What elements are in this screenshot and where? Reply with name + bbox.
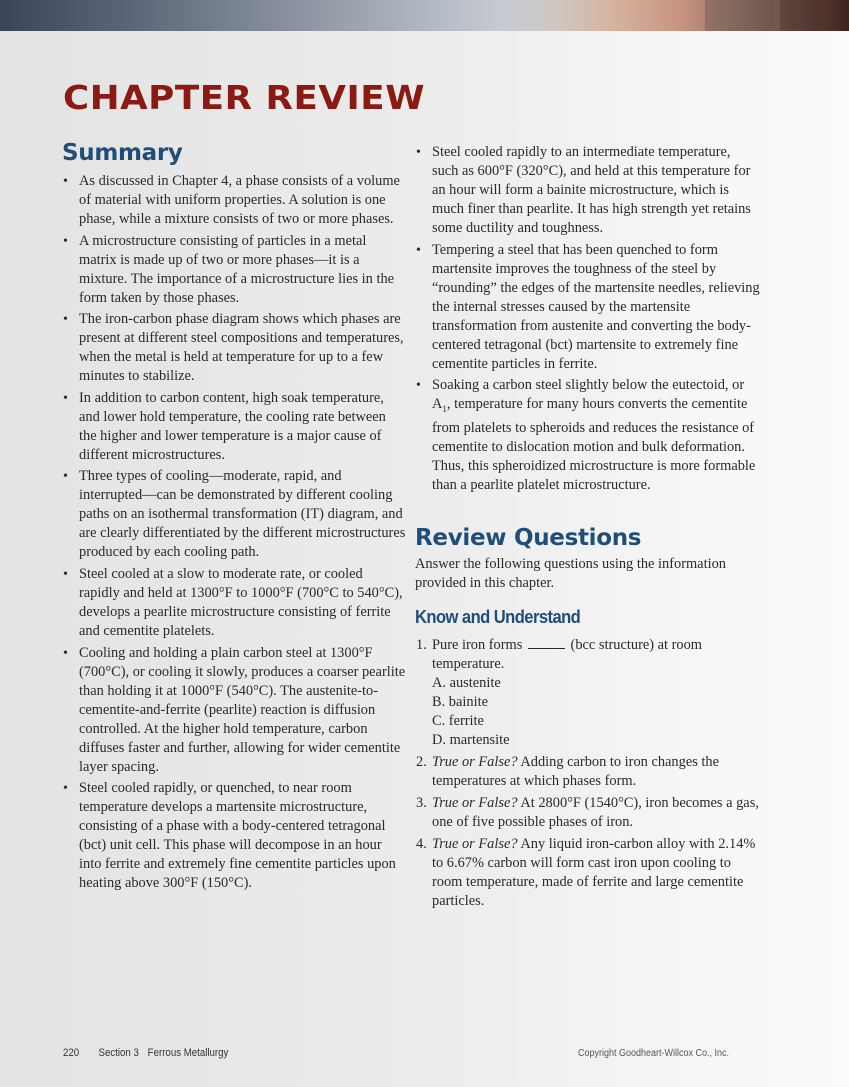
- question-text: (bcc structure) at room temperature.: [432, 637, 703, 673]
- answer-options: [432, 674, 760, 750]
- summary-bullet: • Steel cooled at a slow to moderate rate, or cooled rapidly and held at 1300°F to 1000°F (700°C to 540°C), develops a pearlite microstructure consisting of ferrite and cementite platelets.: [62, 565, 407, 641]
- review-questions-heading: Review Questions: [415, 525, 642, 552]
- answer-option: D. martensite: [432, 732, 510, 749]
- summary-bullet: • Steel cooled rapidly to an intermediate temperature, such as 600°F (320°C), and held at this temperature for an hour will form a bainite microstructure, which is much finer than pearlite. It has high strength yet retains some ductility and toughness.: [415, 143, 760, 238]
- copyright-notice: Copyright Goodheart-Willcox Co., Inc.: [578, 1048, 730, 1059]
- question-number: 3.: [416, 795, 427, 812]
- summary-heading: Summary: [62, 140, 183, 166]
- summary-bullet: • The iron-carbon phase diagram shows which phases are present at different steel compositions and temperatures, when the metal is held at temperature for up to a few minutes to stabilize.: [62, 310, 407, 386]
- question-text: At 2800°F (1540°C), iron becomes a gas, one of five possible phases of iron.: [432, 795, 759, 831]
- banner-shade: [780, 0, 820, 31]
- section-label: Section 3: [98, 1047, 139, 1059]
- question-number: 1.: [416, 637, 427, 654]
- true-false-label: True or False?: [432, 754, 518, 771]
- summary-bullet: • In addition to carbon content, high soak temperature, and lower hold temperature, the cooling rate between the higher and lower temperature is a major cause of different microstructures.: [62, 389, 407, 465]
- answer-blank: [528, 637, 565, 649]
- answer-option: C. ferrite: [432, 713, 484, 730]
- review-intro: Answer the following questions using the information provided in this chapter.: [415, 556, 726, 592]
- question-item: [415, 794, 760, 832]
- subscript: 1: [442, 404, 447, 415]
- header-banner-image: [0, 0, 849, 31]
- question-item: [415, 753, 760, 791]
- question-item: [415, 636, 760, 750]
- chapter-title: CHAPTER REVIEW: [63, 78, 426, 117]
- answer-option: A. austenite: [432, 675, 501, 692]
- question-text: Any liquid iron-carbon alloy with 2.14% to 6.67% carbon will form cast iron upon cooling to room temperature, made of ferrite and large cementite particles.: [432, 836, 756, 910]
- summary-bullet: • A microstructure consisting of particles in a metal matrix is made up of two or more phases—it is a mixture. The importance of a microstructure lies in the form taken by those phases.: [62, 232, 407, 308]
- question-text: Adding carbon to iron changes the temperatures at which phases form.: [432, 754, 719, 790]
- summary-list-right: [415, 143, 760, 495]
- answer-option: B. bainite: [432, 694, 488, 711]
- summary-bullet: • Tempering a steel that has been quenched to form martensite improves the toughness of the steel by “rounding” the edges of the martensite needles, relieving the internal stresses caused by the martensite transformation from austenite and converting the body-centered tetragonal (bct) martensite to extremely fine cementite particles in ferrite.: [415, 241, 760, 374]
- section-title: Ferrous Metallurgy: [147, 1047, 229, 1059]
- question-item: [415, 835, 760, 911]
- summary-list-left: [62, 172, 407, 893]
- true-false-label: True or False?: [432, 795, 518, 812]
- question-number: 2.: [416, 754, 427, 771]
- summary-bullet: [415, 376, 760, 495]
- page-footer: [63, 1047, 248, 1059]
- question-number: 4.: [416, 836, 427, 853]
- know-and-understand-heading: Know and Understand: [415, 607, 581, 628]
- summary-column-left: [62, 140, 407, 896]
- banner-shade: [705, 0, 775, 31]
- summary-bullet: • Three types of cooling—moderate, rapid, and interrupted—can be demonstrated by different cooling paths on an isothermal transformation (IT) diagram, and are clearly differentiated by the different microstructures produced by each cooling path.: [62, 467, 407, 562]
- true-false-label: True or False?: [432, 836, 518, 853]
- question-text: Pure iron forms: [432, 637, 523, 654]
- bullet-text: Soaking a carbon steel slightly below the eutectoid, or A: [432, 377, 745, 413]
- page-number: 220: [63, 1047, 80, 1059]
- summary-bullet: • Steel cooled rapidly, or quenched, to near room temperature develops a martensite microstructure, consisting of a phase with a body-centered tetragonal (bct) unit cell. This phase will decompose in an hour into ferrite and extremely fine cementite particles upon heating above 300°F (150°C).: [62, 779, 407, 893]
- summary-bullet: • Cooling and holding a plain carbon steel at 1300°F (700°C), or cooling it slowly, produces a coarser pearlite than holding it at 1000°F (540°C). The austenite-to-cementite-and-ferrite (pearlite) reaction is diffusion controlled. At the higher hold temperature, carbon diffuses faster and further, allowing for wider cementite layer spacing.: [62, 644, 407, 777]
- summary-bullet: • As discussed in Chapter 4, a phase consists of a volume of material with uniform properties. A solution is one phase, while a mixture consists of two or more phases.: [62, 172, 407, 229]
- bullet-text: , temperature for many hours converts the cementite from platelets to spheroids and reduces the resistance of cementite to dislocation motion and bulk deformation. Thus, this spheroidized microstructure is more formable than a pearlite platelet microstructure.: [432, 396, 756, 494]
- question-list: [415, 636, 760, 911]
- summary-column-right: [415, 143, 760, 914]
